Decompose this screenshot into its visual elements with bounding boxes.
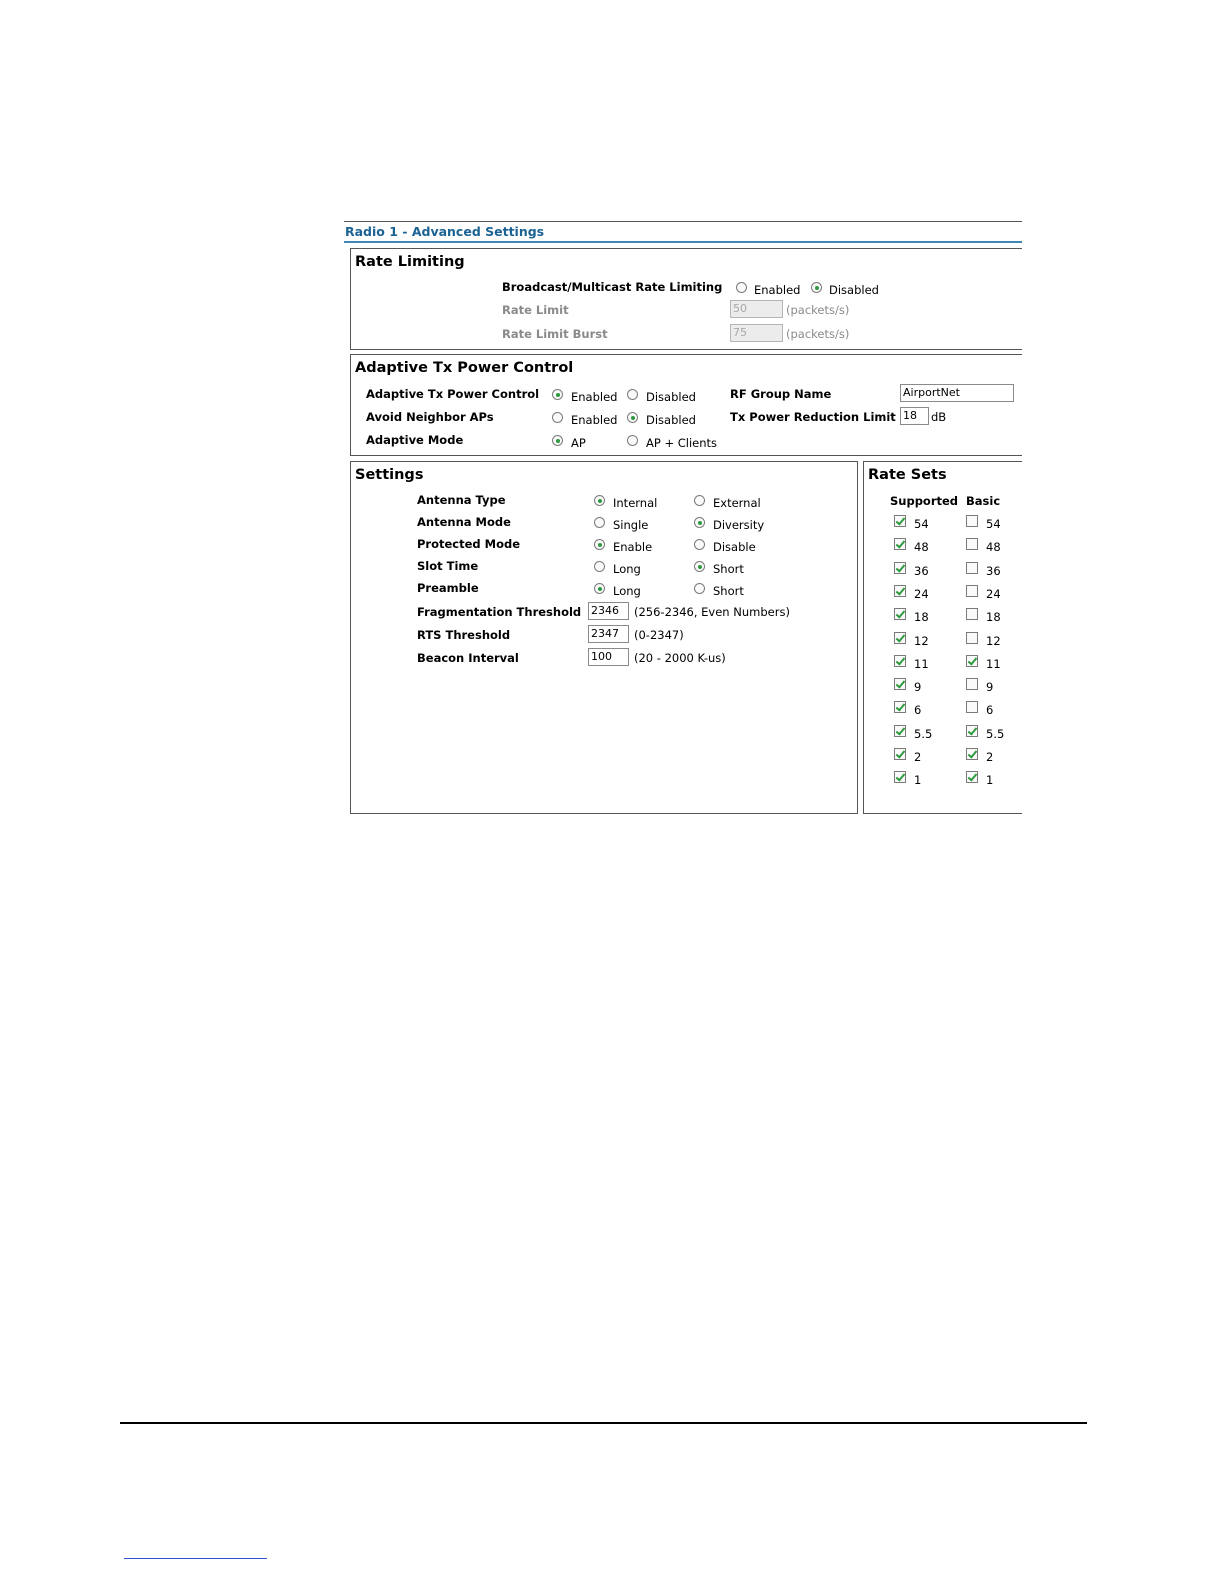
beacon-interval-input[interactable]: 100 [588,648,629,666]
basic-rate-label: 48 [986,540,1001,555]
beacon-interval-hint: (20 - 2000 K-us) [634,651,726,665]
tx-power-reduction-label: Tx Power Reduction Limit [730,410,896,424]
supported-rate-label: 6 [914,703,922,718]
basic-rate-checkbox[interactable] [966,632,978,644]
supported-rate-label: 5.5 [914,726,933,741]
supported-rate-label: 9 [914,680,922,695]
supported-rate-label: 12 [914,633,929,648]
protected-mode-disable-radio[interactable] [694,539,705,550]
rts-threshold-label: RTS Threshold [417,628,511,642]
rate-limiting-panel [350,248,1022,350]
adaptive-tx-title: Adaptive Tx Power Control [355,360,574,376]
basic-rate-checkbox[interactable] [966,515,978,527]
supported-rate-checkbox[interactable] [894,515,906,527]
basic-rate-label: 11 [986,656,1001,671]
antenna-mode-single-label: Single [613,518,649,532]
tx-power-reduction-input[interactable]: 18 [900,407,929,425]
preamble-label: Preamble [417,581,479,595]
basic-rate-label: 24 [986,586,1001,601]
basic-rate-label: 36 [986,563,1001,578]
rts-threshold-hint: (0-2347) [634,628,684,642]
rate-limit-burst-unit: (packets/s) [786,327,850,341]
tx-power-disabled-label: Disabled [646,390,696,404]
basic-rate-checkbox[interactable] [966,701,978,713]
basic-rate-checkbox[interactable] [966,585,978,597]
broadcast-disabled-label: Disabled [829,283,879,297]
antenna-type-external-label: External [713,496,761,510]
slot-time-label: Slot Time [417,559,479,573]
advanced-settings-screenshot [344,221,1022,817]
supported-rate-checkbox[interactable] [894,585,906,597]
basic-rate-checkbox[interactable] [966,608,978,620]
title-underline [344,241,1022,243]
supported-rate-label: 36 [914,563,929,578]
avoid-neighbor-enabled-radio[interactable] [552,412,563,423]
supported-rate-checkbox[interactable] [894,562,906,574]
broadcast-disabled-radio[interactable] [811,282,822,293]
slot-time-long-radio[interactable] [594,561,605,572]
rf-group-name-input[interactable]: AirportNet [900,384,1014,402]
beacon-interval-label: Beacon Interval [417,651,519,665]
avoid-neighbor-disabled-radio[interactable] [627,412,638,423]
tx-power-disabled-radio[interactable] [627,389,638,400]
avoid-neighbor-label: Avoid Neighbor APs [366,410,494,424]
rate-limiting-title: Rate Limiting [355,254,465,270]
avoid-neighbor-disabled-label: Disabled [646,413,696,427]
basic-header: Basic [966,494,1001,508]
basic-rate-checkbox[interactable] [966,678,978,690]
basic-rate-checkbox[interactable] [966,538,978,550]
supported-rate-checkbox[interactable] [894,748,906,760]
supported-rate-label: 2 [914,750,922,764]
antenna-type-label: Antenna Type [417,493,506,507]
adaptive-mode-ap-clients-radio[interactable] [627,435,638,446]
rf-group-name-label: RF Group Name [730,387,832,401]
basic-rate-label: 54 [986,517,1001,531]
slot-time-long-label: Long [613,562,641,576]
basic-rate-checkbox[interactable] [966,562,978,574]
supported-rate-label: 18 [914,610,929,625]
preamble-short-radio[interactable] [694,583,705,594]
supported-rate-checkbox[interactable] [894,678,906,690]
basic-rate-checkbox[interactable] [966,748,978,760]
protected-mode-enable-label: Enable [613,540,653,554]
adaptive-mode-ap-radio[interactable] [552,435,563,446]
adaptive-mode-ap-clients-label: AP + Clients [646,436,718,450]
preamble-long-radio[interactable] [594,583,605,594]
rate-limit-unit: (packets/s) [786,303,850,317]
page-title: Radio 1 - Advanced Settings [345,224,545,239]
antenna-mode-diversity-radio[interactable] [694,517,705,528]
settings-title: Settings [355,467,424,483]
tx-power-enabled-radio[interactable] [552,389,563,400]
fragmentation-threshold-hint: (256-2346, Even Numbers) [634,605,790,619]
supported-rate-label: 1 [914,773,922,788]
supported-rate-checkbox[interactable] [894,771,906,783]
antenna-mode-diversity-label: Diversity [713,518,765,532]
antenna-mode-label: Antenna Mode [417,515,511,529]
rate-limit-label: Rate Limit [502,303,569,317]
rate-limit-input[interactable]: 50 [730,300,783,318]
adaptive-mode-ap-label: AP [571,436,586,450]
protected-mode-label: Protected Mode [417,537,521,551]
antenna-type-internal-radio[interactable] [594,495,605,506]
adaptive-mode-label: Adaptive Mode [366,433,464,447]
antenna-type-external-radio[interactable] [694,495,705,506]
basic-rate-label: 9 [986,680,994,695]
supported-rate-checkbox[interactable] [894,538,906,550]
basic-rate-label: 18 [986,610,1001,625]
top-divider [344,221,1022,222]
supported-rate-checkbox[interactable] [894,608,906,620]
protected-mode-disable-label: Disable [713,540,756,554]
tx-power-enabled-label: Enabled [571,390,618,404]
avoid-neighbor-enabled-label: Enabled [571,413,618,427]
rate-sets-panel [863,461,1022,814]
supported-rate-label: 24 [914,586,929,601]
broadcast-rate-limiting-label: Broadcast/Multicast Rate Limiting [502,280,723,294]
supported-rate-label: 48 [914,540,929,555]
supported-rate-checkbox[interactable] [894,701,906,713]
basic-rate-label: 5.5 [986,726,1005,741]
basic-rate-label: 12 [986,633,1001,648]
slot-time-short-radio[interactable] [694,561,705,572]
supported-rate-label: 11 [914,656,929,671]
slot-time-short-label: Short [713,562,744,576]
footnote-link-underline[interactable] [124,1558,267,1559]
page-footer-rule [120,1422,1087,1424]
basic-rate-label: 1 [986,773,994,788]
rts-threshold-input[interactable]: 2347 [588,625,629,643]
adaptive-tx-power-label: Adaptive Tx Power Control [366,387,540,401]
supported-rate-checkbox[interactable] [894,655,906,667]
antenna-mode-single-radio[interactable] [594,517,605,528]
supported-rate-checkbox[interactable] [894,632,906,644]
tx-power-reduction-unit: dB [931,410,947,424]
basic-rate-label: 6 [986,703,994,718]
rate-sets-title: Rate Sets [868,467,947,483]
broadcast-enabled-label: Enabled [754,283,801,297]
antenna-type-internal-label: Internal [613,496,658,510]
basic-rate-label: 2 [986,750,994,764]
basic-rate-checkbox[interactable] [966,771,978,783]
preamble-long-label: Long [613,584,641,598]
adaptive-tx-panel [350,354,1022,456]
preamble-short-label: Short [713,584,744,598]
broadcast-enabled-radio[interactable] [736,282,747,293]
basic-rate-checkbox[interactable] [966,655,978,667]
fragmentation-threshold-input[interactable]: 2346 [588,602,629,620]
supported-rate-label: 54 [914,517,929,531]
rate-limit-burst-label: Rate Limit Burst [502,327,608,341]
basic-rate-checkbox[interactable] [966,725,978,737]
rate-limit-burst-input[interactable]: 75 [730,324,783,342]
fragmentation-threshold-label: Fragmentation Threshold [417,605,582,619]
supported-rate-checkbox[interactable] [894,725,906,737]
protected-mode-enable-radio[interactable] [594,539,605,550]
supported-header: Supported [890,494,959,508]
settings-panel [350,461,858,814]
